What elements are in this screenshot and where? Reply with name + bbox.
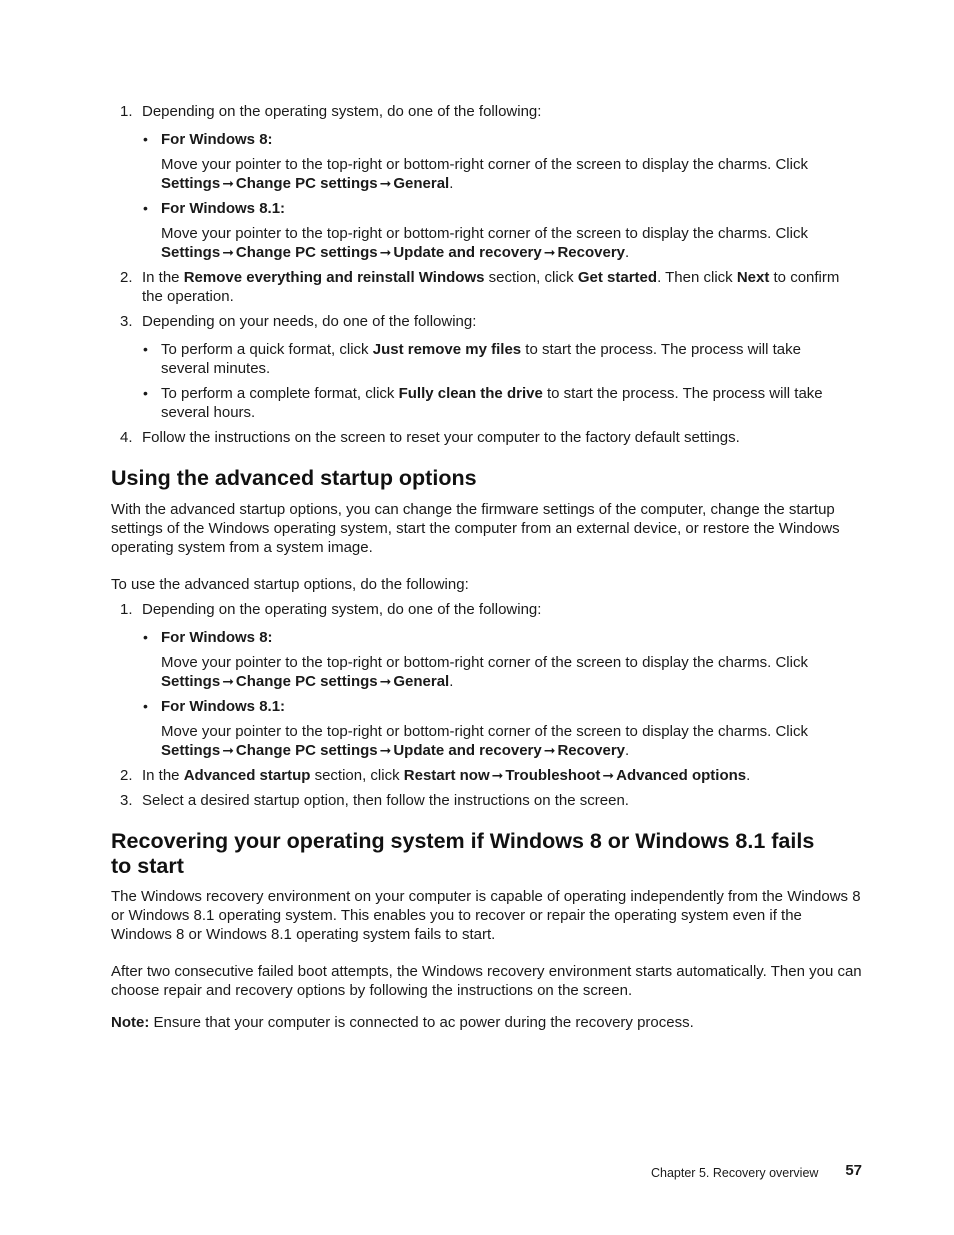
arrow-icon: ➞ [222,742,234,758]
option-text: To perform a quick format, click Just remove my files to start the process. The process will take several minutes. [161,341,801,377]
step-text: Depending on the operating system, do one of the following: [142,601,542,618]
page-number: 57 [845,1162,862,1179]
step-number: 3. [120,313,133,330]
step-number: 3. [120,792,133,809]
section-heading: Recovering your operating system if Windows 8 or Windows 8.1 fails to start [111,829,815,878]
option-text: To perform a complete format, click Fully clean the drive to start the process. The process will take several hours. [161,385,823,421]
step-number: 2. [120,767,133,784]
step-text: In the Advanced startup section, click Restart now ➞ Troubleshoot ➞ Advanced options. [142,767,751,784]
note: Note: Ensure that your computer is connected to ac power during the recovery process. [111,1014,694,1031]
step-text: Follow the instructions on the screen to reset your computer to the factory default settings. [142,429,740,446]
bullet: • [143,385,148,401]
step-number: 4. [120,429,133,446]
bullet: • [143,629,148,645]
paragraph: To use the advanced startup options, do the following: [111,576,469,593]
instruction-text: Move your pointer to the top-right or bottom-right corner of the screen to display the charms. Click Settings ➞ Change PC settings ➞ Update and recovery ➞ Recovery. [161,723,808,759]
section-heading: Using the advanced startup options [111,466,477,490]
step-text: Depending on the operating system, do one of the following: [142,103,542,120]
bullet: • [143,200,148,216]
step-number: 1. [120,103,133,120]
chapter-label: Chapter 5. Recovery overview [651,1166,819,1180]
arrow-icon: ➞ [379,244,392,260]
arrow-icon: ➞ [379,175,392,191]
arrow-icon: ➞ [222,673,234,689]
step-number: 2. [120,269,133,286]
os-label: For Windows 8: [161,131,273,148]
paragraph: The Windows recovery environment on your computer is capable of operating independently from the Windows 8 or Windows 8.1 operating system. This enables you to recover or repair the operating system even if the Windows 8 or Windows 8.1 operating system fails to start. [111,888,861,943]
arrow-icon: ➞ [491,767,504,783]
bullet: • [143,341,148,357]
bullet: • [143,698,148,714]
step-number: 1. [120,601,133,618]
page-footer [651,1164,862,1182]
paragraph: With the advanced startup options, you can change the firmware settings of the computer, change the startup settings of the Windows operating system, start the computer from an external device, or restore the Windows operating system from a system image. [111,501,840,556]
step-text: Select a desired startup option, then follow the instructions on the screen. [142,792,629,809]
bullet: • [143,131,148,147]
arrow-icon: ➞ [379,673,392,689]
os-label: For Windows 8.1: [161,200,286,217]
instruction-text: Move your pointer to the top-right or bottom-right corner of the screen to display the charms. Click Settings ➞ Change PC settings ➞ General. [161,654,808,690]
step-text: In the Remove everything and reinstall Windows section, click Get started. Then click Next to confirm the operation. [142,269,840,305]
arrow-icon: ➞ [543,244,556,260]
arrow-icon: ➞ [379,742,392,758]
arrow-icon: ➞ [543,742,556,758]
instruction-text: Move your pointer to the top-right or bottom-right corner of the screen to display the charms. Click Settings ➞ Change PC settings ➞ Update and recovery ➞ Recovery. [161,225,808,261]
arrow-icon: ➞ [222,175,234,191]
os-label: For Windows 8: [161,629,273,646]
step-text: Depending on your needs, do one of the following: [142,313,477,330]
instruction-text: Move your pointer to the top-right or bottom-right corner of the screen to display the charms. Click Settings ➞ Change PC settings ➞ General. [161,156,808,192]
paragraph: After two consecutive failed boot attempts, the Windows recovery environment starts automatically. Then you can choose repair and recovery options by following the instructions on the screen. [111,963,862,999]
arrow-icon: ➞ [222,244,234,260]
os-label: For Windows 8.1: [161,698,286,715]
arrow-icon: ➞ [602,767,615,783]
